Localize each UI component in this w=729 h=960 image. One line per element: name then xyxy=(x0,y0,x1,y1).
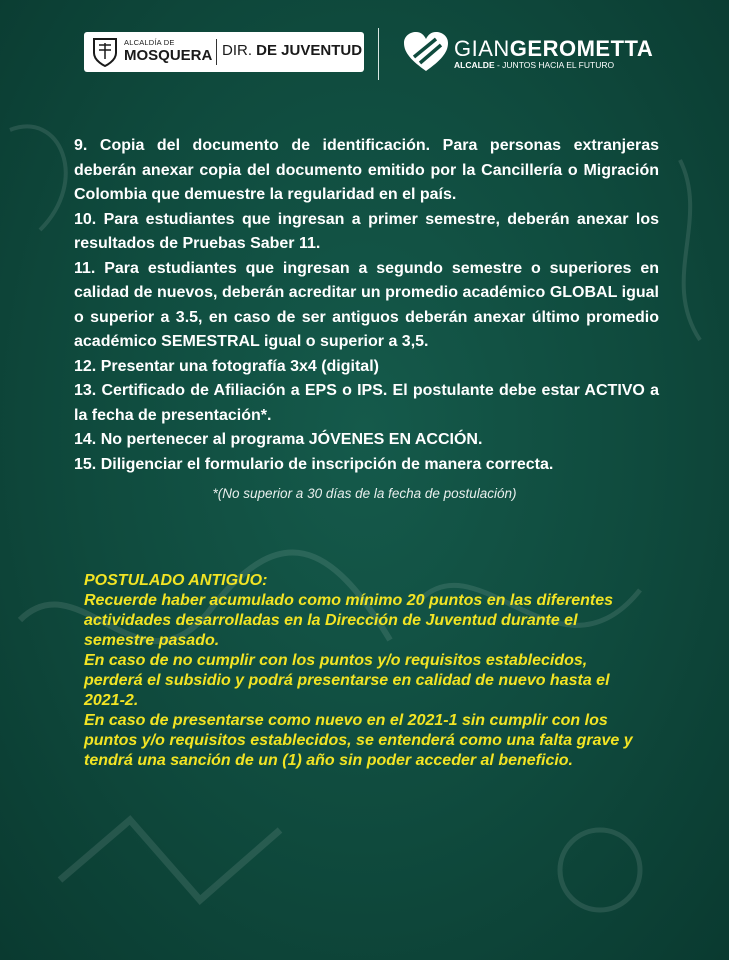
brand-tagline xyxy=(454,60,614,70)
section-title: POSTULADO ANTIGUO: xyxy=(84,572,268,589)
section-paragraph: Recuerde haber acumulado como mínimo 20 puntos en las diferentes actividades desarrolladas en la Dirección de Juventud durante el semestre pasado. xyxy=(84,592,614,649)
dir-prefix: DIR. xyxy=(222,42,252,59)
section-paragraph: En caso de no cumplir con los puntos y/o requisitos establecidos, perderá el subsidio y podrá presentarse en calidad de nuevo hasta el 2021-2. xyxy=(84,652,610,709)
alcaldia-name: MOSQUERA xyxy=(124,47,213,64)
direccion-label xyxy=(222,42,362,59)
header xyxy=(84,24,654,82)
requirement-item: 9. Copia del documento de identificación. Para personas extranjeras deberán anexar copia del documento emitido por la Cancillería o Migración Colombia que demuestre la regularidad en el país. xyxy=(74,137,659,203)
dir-name: DE JUVENTUD xyxy=(256,42,363,59)
logo-separator xyxy=(216,39,217,65)
brand-slogan: - JUNTOS HACIA EL FUTURO xyxy=(494,60,615,70)
postulado-antiguo-section xyxy=(84,571,644,771)
requirement-item: 15. Diligenciar el formulario de inscripción de manera correcta. xyxy=(74,455,554,473)
requirements-list xyxy=(74,134,659,477)
brand-name xyxy=(454,36,653,62)
footnote: *(No superior a 30 días de la fecha de postulación) xyxy=(212,486,517,501)
requirement-item: 12. Presentar una fotografía 3x4 (digital) xyxy=(74,357,379,375)
alcaldia-logo xyxy=(84,32,364,72)
requirement-item: 13. Certificado de Afiliación a EPS o IPS. El postulante debe estar ACTIVO a la fecha de presentación*. xyxy=(74,382,659,424)
section-paragraph: En caso de presentarse como nuevo en el 2021-1 sin cumplir con los puntos y/o requisitos establecidos, se entenderá como una falta grave y tendrá una sanción de un (1) año sin poder acceder al beneficio. xyxy=(84,712,633,769)
coat-of-arms-icon xyxy=(92,37,118,67)
brand-last-name: GEROMETTA xyxy=(509,36,654,61)
brand-first-name: GIAN xyxy=(454,36,510,61)
alcaldia-small-text: ALCALDÍA DE xyxy=(124,38,175,47)
heart-logo-icon xyxy=(402,30,450,74)
requirement-item: 10. Para estudiantes que ingresan a primer semestre, deberán anexar los resultados de Pruebas Saber 11. xyxy=(74,210,659,252)
requirement-item: 11. Para estudiantes que ingresan a segundo semestre o superiores en calidad de nuevos, deberán acreditar un promedio académico GLOBAL igual o superior a 3.5, en caso de ser antiguos deberán anexar último promedio académico SEMESTRAL igual o superior a 3,5. xyxy=(74,259,659,350)
header-divider xyxy=(378,28,379,80)
requirement-item: 14. No pertenecer al programa JÓVENES EN ACCIÓN. xyxy=(74,431,483,448)
brand-role: ALCALDE xyxy=(454,60,495,70)
